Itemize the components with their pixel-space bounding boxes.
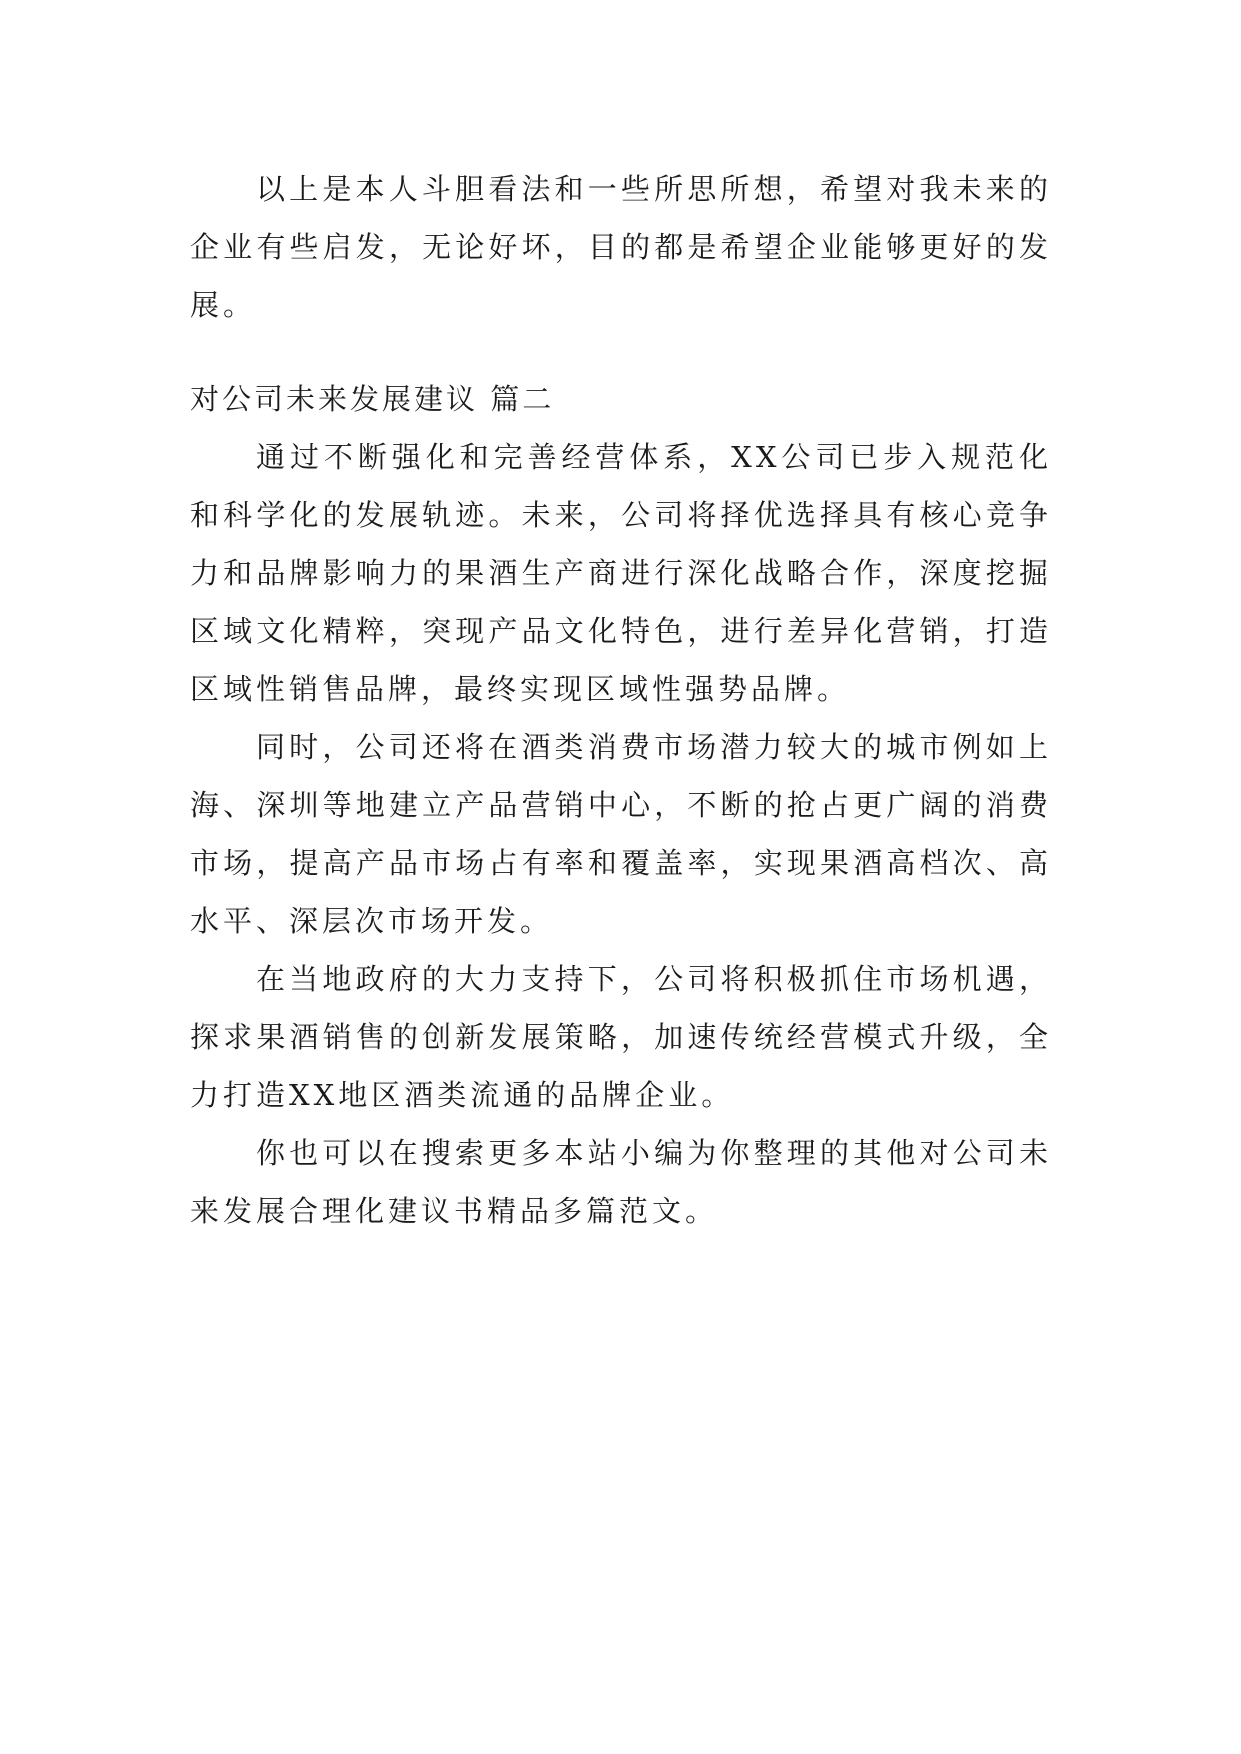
body-paragraph: 通过不断强化和完善经营体系，XX公司已步入规范化和科学化的发展轨迹。未来，公司将择优选择具有核心竞争力和品牌影响力的果酒生产商进行深化战略合作，深度挖掘区域文化精粹，突现产品文化特色，进行差异化营销，打造区域性销售品牌，最终实现区域性强势品牌。 — [190, 440, 1052, 706]
intro-paragraph: 以上是本人斗胆看法和一些所思所想，希望对我未来的企业有些启发，无论好坏，目的都是希望企业能够更好的发展。 — [190, 172, 1052, 322]
body-paragraph: 同时，公司还将在酒类消费市场潜力较大的城市例如上海、深圳等地建立产品营销中心，不断的抢占更广阔的消费市场，提高产品市场占有率和覆盖率，实现果酒高档次、高水平、深层次市场开发。 — [190, 730, 1052, 938]
body-paragraph: 在当地政府的大力支持下，公司将积极抓住市场机遇，探求果酒销售的创新发展策略，加速传统经营模式升级，全力打造XX地区酒类流通的品牌企业。 — [190, 962, 1052, 1112]
document-body — [190, 160, 1052, 1240]
body-paragraph: 你也可以在搜索更多本站小编为你整理的其他对公司未来发展合理化建议书精品多篇范文。 — [190, 1136, 1052, 1228]
section-heading: 对公司未来发展建议 篇二 — [190, 382, 555, 416]
